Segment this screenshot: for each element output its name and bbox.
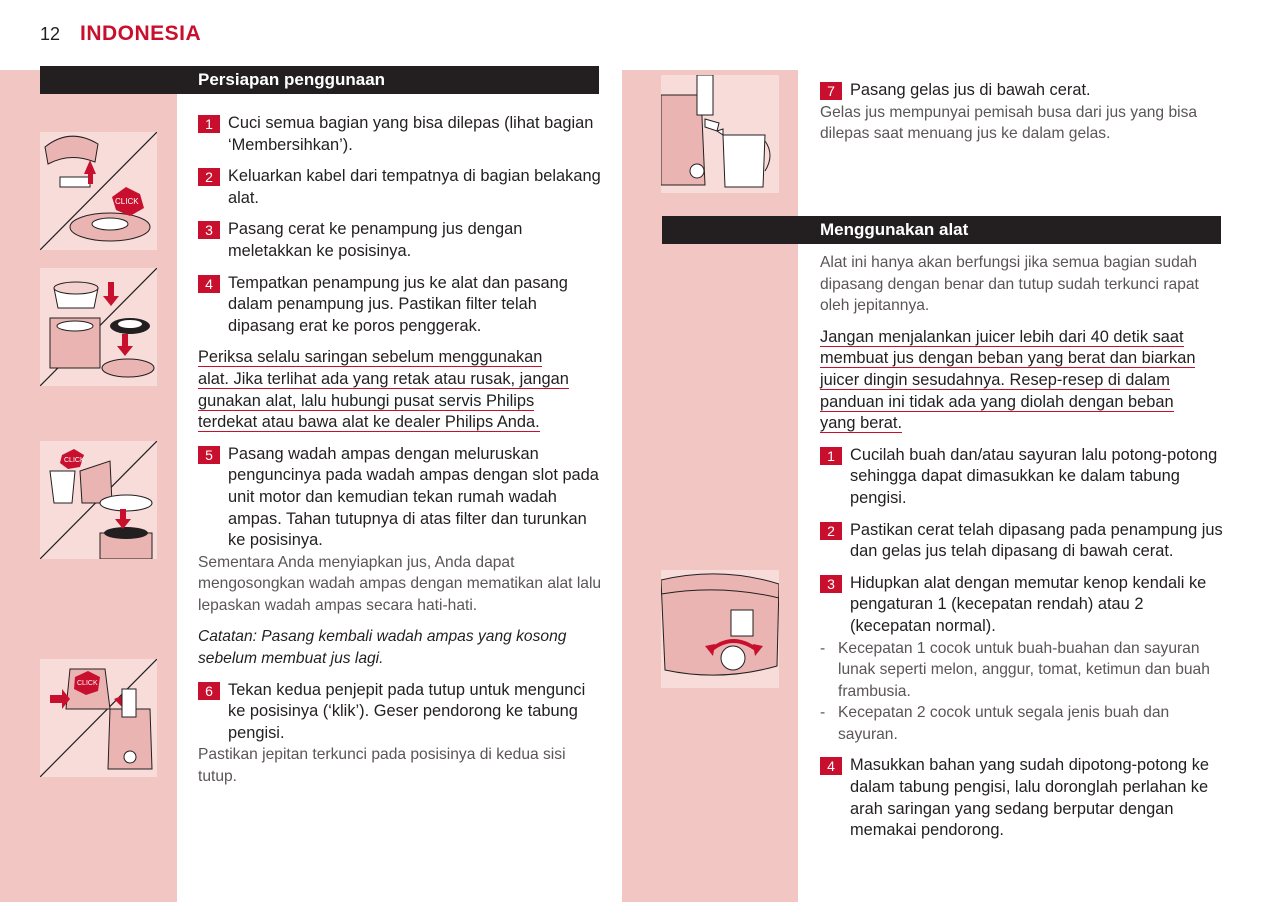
warning-line: Jangan menjalankan juicer lebih dari 40 detik saat <box>820 327 1184 346</box>
illustration-lid-clamps <box>40 659 157 777</box>
step-number: 4 <box>820 757 842 775</box>
step-number: 5 <box>198 446 220 464</box>
illustration-cord-storage <box>40 132 157 250</box>
warning-line: Periksa selalu saringan sebelum menggunakan <box>198 348 543 367</box>
step-number: 7 <box>820 82 842 100</box>
step-number: 1 <box>198 115 220 133</box>
step-1 <box>820 445 1225 510</box>
step-3 <box>198 219 603 262</box>
speed-item-text: Kecepatan 2 cocok untuk segala jenis buah dan sayuran. <box>838 704 1170 743</box>
step-number: 3 <box>820 575 842 593</box>
step-number: 1 <box>820 447 842 465</box>
step-7 <box>820 80 1225 102</box>
click-label: CLICK <box>115 197 139 206</box>
step-text: Masukkan bahan yang sudah dipotong-potong ke dalam tabung pengisi, lalu doronglah perlahan ke arah saringan yang sedang berputar dengan memakai pendorong. <box>850 756 1210 840</box>
right-column-top <box>820 80 1225 155</box>
right-column-main <box>820 252 1225 852</box>
section-title: Menggunakan alat <box>820 220 969 239</box>
step-text: Pasang cerat ke penampung jus dengan meletakkan ke posisinya. <box>228 220 523 260</box>
warning-line: alat. Jika terlihat ada yang retak atau rusak, jangan <box>198 369 569 388</box>
step-text: Tekan kedua penjepit pada tutup untuk mengunci ke posisinya (‘klik’). Geser pendorong ke tabung pengisi. <box>228 680 586 742</box>
illustration-juice-jug <box>661 75 779 193</box>
section-title: Persiapan penggunaan <box>198 70 386 89</box>
step-number: 4 <box>198 275 220 293</box>
illustration-pulp-container <box>40 441 157 559</box>
step-text: Pastikan cerat telah dipasang pada penampung jus dan gelas jus telah dipasang di bawah cerat. <box>850 520 1223 561</box>
step-number: 2 <box>198 168 220 186</box>
caution-note: Catatan: Pasang kembali wadah ampas yang kosong sebelum membuat jus lagi. <box>198 628 567 668</box>
dash-bullet: - <box>820 704 826 722</box>
step-6-note: Pastikan jepitan terkunci pada posisinya di kedua sisi tutup. <box>198 746 566 786</box>
section-bar-using <box>662 216 1221 244</box>
warning-line: yang berat. <box>820 414 903 433</box>
step-text: Tempatkan penampung jus ke alat dan pasang dalam penampung jus. Pastikan filter telah dipasang erat ke poros penggerak. <box>228 273 568 335</box>
step-text: Cuci semua bagian yang bisa dilepas (lihat bagian ‘Membersihkan’). <box>228 114 594 154</box>
step-6 <box>198 680 603 745</box>
speed-item-text: Kecepatan 1 cocok untuk buah-buahan dan sayuran lunak seperti melon, anggur, tomat, ketimun dan buah frambusia. <box>838 639 1210 700</box>
illustration-control-knob <box>661 570 779 688</box>
speed-item-1 <box>820 638 1225 703</box>
step-text: Pasang gelas jus di bawah cerat. <box>850 81 1091 99</box>
step-text: Hidupkan alat dengan memutar kenop kendali ke pengaturan 1 (kecepatan rendah) atau 2 (kecepatan normal). <box>850 573 1207 635</box>
overload-warning <box>820 327 1225 435</box>
step-4 <box>198 273 603 338</box>
step-2 <box>820 520 1225 563</box>
step-number: 2 <box>820 522 842 540</box>
page-number: 12 <box>40 24 61 44</box>
left-column <box>198 113 603 798</box>
illustration-juice-collector <box>40 268 157 386</box>
step-5-note: Sementara Anda menyiapkan jus, Anda dapat mengosongkan wadah ampas dengan mematikan alat lalu lepaskan wadah ampas secara hati-hati. <box>198 553 602 614</box>
step-number: 6 <box>198 682 220 700</box>
step-number: 3 <box>198 221 220 239</box>
warning-line: terdekat atau bawa alat ke dealer Philips Anda. <box>198 413 540 432</box>
step-3 <box>820 573 1225 638</box>
click-label: CLICK <box>64 457 85 464</box>
step-5 <box>198 444 603 552</box>
step-text: Cucilah buah dan/atau sayuran lalu potong-potong sehingga dapat dimasukkan ke dalam tabung pengisi. <box>850 445 1218 507</box>
step-4 <box>820 755 1225 841</box>
warning-line: panduan ini tidak ada yang diolah dengan beban <box>820 392 1174 411</box>
click-label: CLICK <box>77 680 98 687</box>
step-1 <box>198 113 603 156</box>
step-2 <box>198 166 603 209</box>
speed-item-2 <box>820 702 1225 745</box>
filter-warning <box>198 347 603 433</box>
step-text: Pasang wadah ampas dengan meluruskan penguncinya pada wadah ampas dengan slot pada unit motor dan kemudian tekan rumah wadah ampas. Tahan tutupnya di atas filter dan turunkan ke posisinya. <box>228 444 599 550</box>
dash-bullet: - <box>820 639 826 657</box>
right-page-stripe <box>622 70 798 902</box>
warning-line: membuat jus dengan beban yang berat dan biarkan <box>820 349 1196 368</box>
step-text: Keluarkan kabel dari tempatnya di bagian belakang alat. <box>228 167 601 207</box>
warning-line: juicer dingin sesudahnya. Resep-resep di dalam <box>820 370 1170 389</box>
language-title: INDONESIA <box>80 22 202 45</box>
section-bar-preparation <box>40 66 599 94</box>
intro-text: Alat ini hanya akan berfungsi jika semua bagian sudah dipasang dengan benar dan tutup sudah terkunci rapat oleh jepitannya. <box>820 254 1199 315</box>
warning-line: gunakan alat, lalu hubungi pusat servis Philips <box>198 391 535 410</box>
step-7-note: Gelas jus mempunyai pemisah busa dari jus yang bisa dilepas saat menuang jus ke dalam gelas. <box>820 103 1198 143</box>
